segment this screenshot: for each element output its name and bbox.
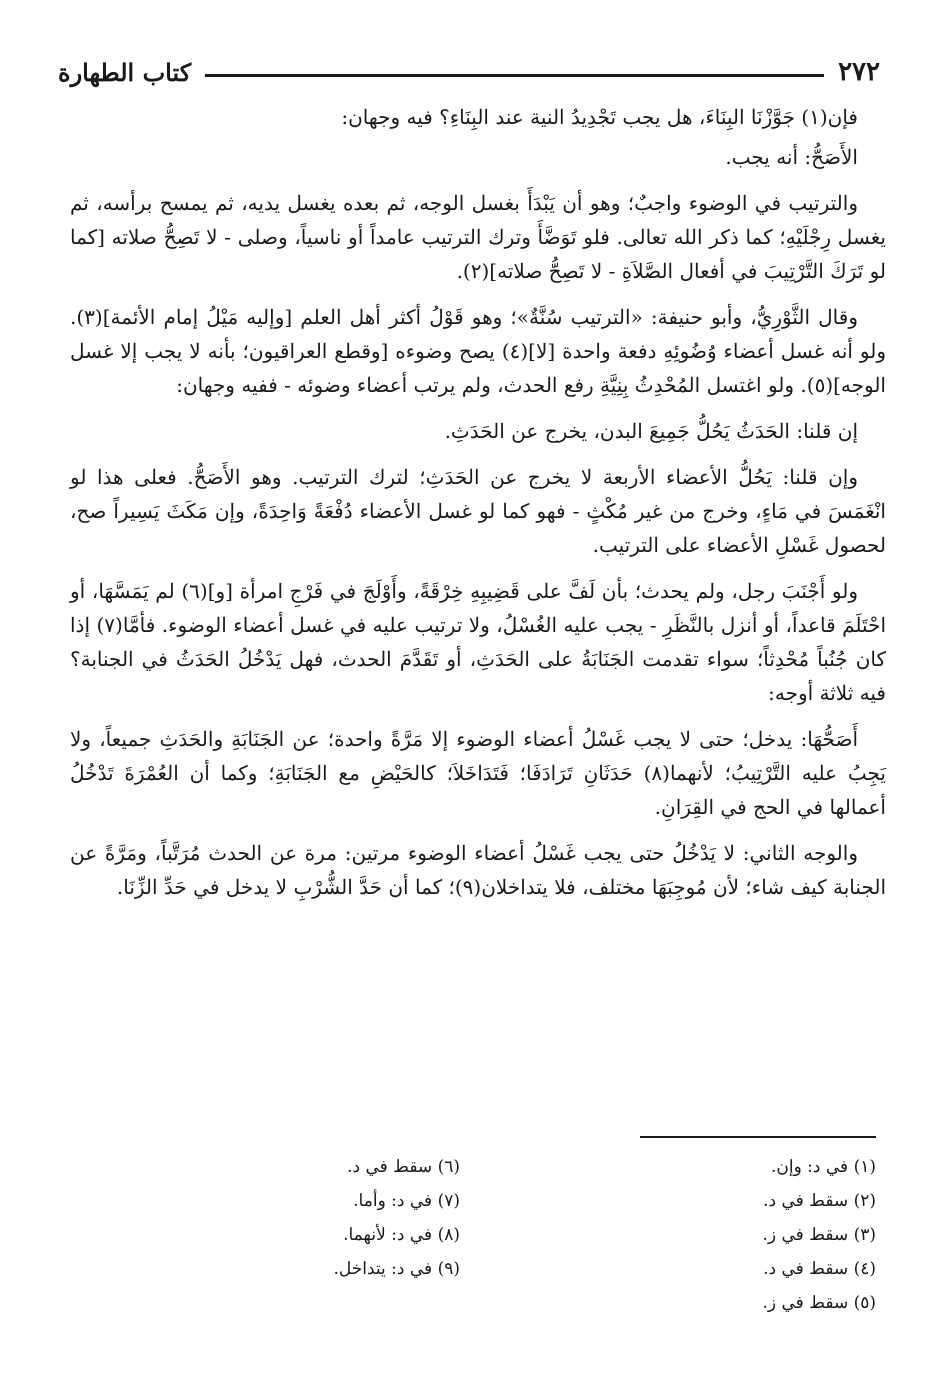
footnote: (٩) في د: يتداخل. (333, 1259, 460, 1279)
paragraph: أَصَحُّهَا: يدخل؛ حتى لا يجب غَسْلُ أعضاء الوضوء إلا مَرَّةً واحدة؛ عن الجَنَابَةِ والحَدَثِ جميعاً، ولا يَجِبُ عليه التَّرْتِيبُ؛ لأنهما(٨) حَدَثَانِ تَرَادَفَا؛ فَتَدَاخَلاَ؛ كالحَيْضِ مع الجَنَابَةِ؛ وكما أن العُمْرَةَ تَدْخُلُ أعمالها في الحج في القِرَانِ. (70, 727, 886, 819)
paragraph: وإن قلنا: يَحُلُّ الأعضاء الأربعة لا يخرج عن الحَدَثِ؛ لترك الترتيب. وهو الأَصَحُّ. فعلى هذا لو انْغَمَسَ في مَاءٍ، وخرج من غير مُكْثٍ - فهو كما لو غسل الأعضاء دُفْعَةً وَاحِدَةً، وإن مَكَثَ يَسِيراً صح، لحصول غَسْلِ الأعضاء على الترتيب. (70, 465, 886, 557)
footnote: (٢) سقط في د. (763, 1191, 876, 1211)
footnote: (١) في د: وإن. (770, 1157, 876, 1177)
footnote: (٧) في د: وأما. (353, 1191, 460, 1211)
footnote: (٣) سقط في ز. (762, 1225, 876, 1245)
paragraph: فإن(١) جَوَّزْنَا البِنَاءَ، هل يجب تَجْدِيدُ النية عند البِنَاءِ؟ فيه وجهان: (341, 105, 858, 129)
page-number: ٢٧٢ (838, 57, 880, 87)
footnote: (٨) في د: لأنهما. (343, 1225, 460, 1245)
book-title: كتاب الطهارة (58, 57, 192, 87)
footnotes-right-column (580, 1150, 876, 1320)
footnote-separator (640, 1136, 876, 1138)
main-text (70, 100, 886, 910)
paragraph: وقال الثَّوْرِيُّ، وأبو حنيفة: «الترتيب سُنَّةٌ»؛ وهو قَوْلُ أكثر أهل العلم [وإليه مَيْلُ إمام الأئمة](٣). ولو أنه غسل أعضاء وُضُوئِهِ دفعة واحدة [لا](٤) يصح وضوءه [وقطع العراقيون؛ بأنه لا يجب إلا غسل الوجه](٥). ولو اغتسل المُحْدِثُ بِنِيَّةِ رفع الحدث، ولم يرتب أعضاء وضوئه - ففيه وجهان: (70, 305, 886, 397)
paragraph: إن قلنا: الحَدَثُ يَحُلُّ جَمِيعَ البدن، يخرج عن الحَدَثِ. (444, 419, 858, 443)
footnote: (٥) سقط في ز. (762, 1293, 876, 1313)
footnote: (٦) سقط في د. (347, 1157, 460, 1177)
page-header (58, 52, 880, 92)
paragraph: الأَصَحُّ: أنه يجب. (725, 145, 858, 169)
footnote: (٤) سقط في د. (763, 1259, 876, 1279)
footnotes-left-column (300, 1150, 460, 1286)
paragraph: والترتيب في الوضوء واجبٌ؛ وهو أن يَبْدَأَ بغسل الوجه، ثم بعده يغسل يديه، ثم يمسح برأسه، ثم يغسل رِجْلَيْهِ؛ كما ذكر الله تعالى. فلو تَوَضَّأَ وترك الترتيب عامداً أو ناسياً، وصلى - لا تَصِحُّ صلاته [كما لو تَرَكَ التَّرْتِيبَ في أفعال الصَّلاَةِ - لا تَصِحُّ صلاته](٢). (70, 191, 886, 283)
paragraph: والوجه الثاني: لا يَدْخُلُ حتى يجب غَسْلُ أعضاء الوضوء مرتين: مرة عن الحدث مُرَتَّباً، ومَرَّةً عن الجنابة كيف شاء؛ لأن مُوجِبَهَا مختلف، فلا يتداخلان(٩)؛ كما أن حَدَّ الشُّرْبِ لا يدخل في حَدِّ الزِّنَا. (70, 841, 886, 899)
paragraph: ولو أَجْنَبَ رجل، ولم يحدث؛ بأن لَفَّ على قَضِيبِهِ خِرْقَةً، وأَوْلَجَ في فَرْجِ امرأة [و](٦) لم يَمَسَّهَا، أو احْتَلَمَ قاعداً، أو أنزل بالنَّظَرِ - يجب عليه الغُسْلُ، ولا ترتيب عليه في غسل أعضاء الوضوء. فأمَّا(٧) إذا كان جُنُباً مُحْدِثاً؛ سواء تقدمت الجَنَابَةُ على الحَدَثِ، أو تَقَدَّمَ الحدث، فهل يَدْخُلُ الحَدَثُ في الجنابة؟ فيه ثلاثة أوجه: (70, 579, 886, 705)
header-rule (205, 74, 824, 77)
